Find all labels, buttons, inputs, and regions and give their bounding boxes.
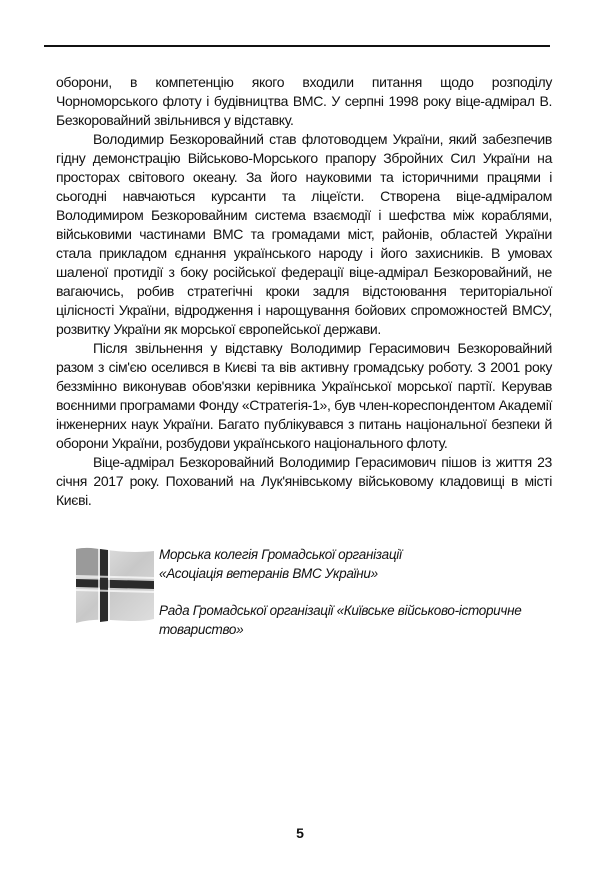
signature-line-2: «Асоціація ветеранів ВМС України»	[159, 566, 378, 581]
paragraph-3: Після звільнення у відставку Володимир Герасимович Безкоровайний разом з сім'єю оселився в Києві та вів активну громадську роботу. З 2001 року беззмінно виконував обов'язки керівника Української морської партії. Керував воєнними програмами Фонду «Стратегія-1», був член-кореспондентом Академії інженерних наук України. Багато публікувався з питань національної безпеки й оборони України, розбудови українського національного флоту.	[56, 340, 552, 451]
page-number: 5	[296, 825, 304, 841]
signature-organization-2	[159, 601, 521, 639]
signature-line-3: Рада Громадської організації «Київське військово-історичне	[159, 603, 522, 618]
signature-organization-1	[159, 545, 402, 583]
top-rule	[44, 45, 550, 47]
paragraph-1: оборони, в компетенцію якого входили питання щодо розподілу Чорноморського флоту і будівництва ВМС. У серпні 1998 року віце-адмірал В. Безкоровайний звільнився у відставку.	[56, 74, 552, 128]
signature-line-4: товариство»	[159, 622, 244, 637]
body-text	[56, 73, 552, 510]
naval-flag-image	[74, 545, 156, 627]
paragraph-2: Володимир Безкоровайний став флотоводцем України, який забезпечив гідну демонстрацію Військово-Морського прапору Збройних Сил України на просторах світового океану. За його науковими та історичними працями і сьогодні навчаються курсанти та ліцеїсти. Створена віце-адміралом Володимиром Безкоровайним система взаємодії і шефства між кораблями, військовими частинами ВМС та громадами міст, районів, областей України стала прикладом єднання українського народу і його захисників. В умовах шаленої протидії з боку російської федерації віце-адмірал Безкоровайний, не вагаючись, робив стратегічні кроки задля відстоювання територіальної цілісності України, відродження і нарощування бойових спроможностей ВМСУ, розвитку України як морської європейської держави.	[56, 131, 552, 337]
signature-block	[74, 545, 554, 635]
paragraph-4: Віце-адмірал Безкоровайний Володимир Герасимович пішов із життя 23 січня 2017 року. Похований на Лук'янівському військовому кладовищі в місті Києві.	[56, 454, 552, 508]
signature-line-1: Морська колегія Громадської організації	[159, 547, 402, 562]
